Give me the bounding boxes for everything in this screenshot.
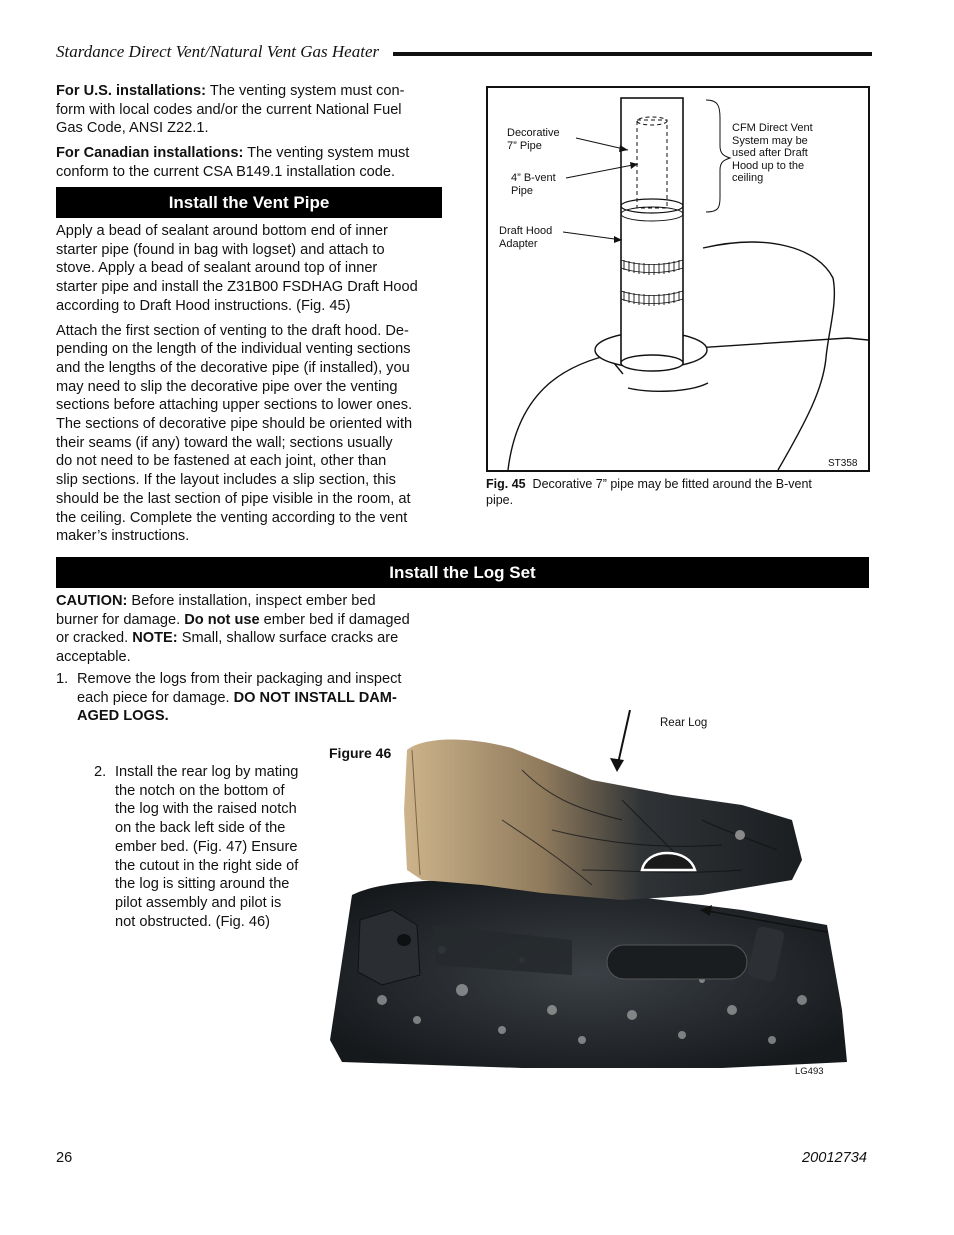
vent-para-2 [56, 322, 451, 546]
figure-46-title: Figure 46 [329, 745, 392, 761]
label-cfm-l5: ceiling [732, 172, 764, 184]
step-1-warning-1: DO NOT INSTALL DAM- [233, 689, 397, 706]
step-2-l5: ember bed. (Fig. 47) Ensure [115, 838, 298, 855]
step-2-text [115, 763, 319, 931]
figure-45-code: ST358 [828, 458, 858, 469]
figure-45-caption-label: Fig. 45 [486, 477, 526, 491]
figure-45-caption-text-2: pipe. [486, 493, 514, 507]
running-header-title: Stardance Direct Vent/Natural Vent Gas Heater [56, 42, 380, 61]
label-bvent-l2: Pipe [511, 184, 534, 197]
step-2-l2: the notch on the bottom of [115, 782, 285, 799]
caution-paragraph [56, 592, 451, 667]
section-heading-log-set: Install the Log Set [56, 557, 869, 588]
label-cfm-l3: used after Draft [732, 147, 808, 159]
vent-p2-l9: slip sections. If the layout includes a slip section, this [56, 472, 396, 489]
caution-text-6: acceptable. [56, 649, 131, 666]
figure-45-box [486, 86, 870, 472]
us-text-3: Gas Code, ANSI Z22.1. [56, 120, 209, 137]
ca-text-1: The venting system must [247, 145, 410, 162]
caution-text-2: burner for damage. [56, 611, 181, 628]
caution-block [56, 592, 451, 667]
vent-p1-l2: starter pipe (found in bag with logset) and attach to [56, 241, 385, 258]
step-2-l3: the log with the raised notch [115, 801, 297, 818]
step-2-l6: the cutout in the right side of [115, 857, 299, 874]
caution-text-4: or cracked. [56, 630, 129, 647]
label-rear-log: Rear Log [660, 717, 708, 729]
vent-para-1 [56, 222, 451, 316]
vent-p2-l11: the ceiling. Complete the venting according to the vent [56, 509, 408, 526]
step-1-number: 1. [56, 671, 69, 687]
vent-p2-l12: maker’s instructions. [56, 528, 190, 545]
label-drafthood-l1: Draft Hood [499, 225, 553, 237]
us-installations-paragraph [56, 82, 446, 138]
step-1-warning-2: AGED LOGS. [77, 708, 169, 725]
intro-block [56, 82, 446, 182]
vent-p1-l1: Apply a bead of sealant around bottom end of inner [56, 223, 388, 239]
figure-45-caption-text-1: Decorative 7” pipe may be fitted around the B-vent [532, 477, 812, 491]
page-number: 26 [56, 1150, 73, 1166]
label-cfm-l2: System may be [732, 134, 808, 147]
step-2-l7: the log is sitting around the [115, 876, 290, 893]
us-label: For U.S. installations: [56, 83, 207, 99]
caution-text-1: Before installation, inspect ember bed [131, 593, 376, 609]
vent-p1-l3: stove. Apply a bead of sealant around top of inner [56, 260, 378, 277]
vent-p1-l4: starter pipe and install the Z31B00 FSDHAG Draft Hood [56, 279, 418, 296]
section-heading-vent-pipe: Install the Vent Pipe [56, 187, 442, 218]
figure-46-code: LG493 [795, 1066, 824, 1077]
caution-label: CAUTION: [56, 593, 128, 609]
label-cfm-l1: CFM Direct Vent [732, 122, 813, 134]
vent-p2-l10: should be the last section of pipe visible in the room, at [56, 490, 411, 507]
ca-label: For Canadian installations: [56, 145, 244, 162]
vent-p2-l8: do not need to be fastened at each joint, other than [56, 453, 387, 470]
log-set-photo-illustration [322, 710, 852, 1080]
step-1-text-1: Remove the logs from their packaging and inspect [77, 671, 402, 687]
label-bvent-l1: 4” B-vent [511, 172, 556, 184]
vent-p2-l6: The sections of decorative pipe should be oriented with [56, 416, 413, 433]
step-2-number: 2. [94, 764, 107, 780]
vent-p2-l7: their seams (if any) toward the wall; sections usually [56, 434, 393, 451]
label-decorative-l2: 7” Pipe [507, 139, 542, 152]
us-text-2: form with local codes and/or the current National Fuel [56, 101, 402, 118]
figure-46-photo [322, 710, 852, 1080]
caution-do-not-use: Do not use [184, 611, 260, 628]
vent-p2-l3: and the lengths of the decorative pipe (if installed), you [56, 359, 410, 376]
caution-text-5: Small, shallow surface cracks are [181, 630, 399, 647]
caution-text-3: ember bed if damaged [263, 611, 410, 628]
label-decorative-pipe [507, 127, 560, 152]
label-drafthood-l2: Adapter [499, 237, 538, 250]
figure-45-caption [486, 476, 866, 508]
header-rule [393, 52, 872, 56]
vent-p2-l5: sections before attaching upper sections to lower ones. [56, 397, 413, 414]
us-text-1: The venting system must con- [209, 83, 405, 99]
label-cfm-l4: Hood up to the [732, 159, 805, 172]
step-2-l9: not obstructed. (Fig. 46) [115, 913, 270, 930]
label-bvent-pipe [511, 172, 556, 197]
step-1-text-2: each piece for damage. [77, 689, 230, 706]
canadian-installations-paragraph [56, 144, 446, 181]
step-2-l8: pilot assembly and pilot is [115, 894, 282, 911]
caution-note-label: NOTE: [132, 630, 178, 647]
step-2-l4: on the back left side of the [115, 820, 286, 837]
vent-pipe-body [56, 222, 451, 546]
step-2 [94, 763, 319, 931]
vent-p2-l4: may need to slip the decorative pipe over the venting [56, 378, 398, 395]
label-draft-hood-adapter [499, 225, 552, 250]
label-cfm-direct-vent [732, 122, 813, 185]
vent-p2-l2: pending on the length of the individual venting sections [56, 341, 411, 358]
vent-p2-l1: Attach the first section of venting to the draft hood. De- [56, 322, 409, 339]
label-decorative-l1: Decorative [507, 127, 560, 139]
step-2-l1: Install the rear log by mating [115, 764, 299, 780]
vent-p1-l5: according to Draft Hood instructions. (Fig. 45) [56, 297, 351, 314]
document-number: 20012734 [802, 1150, 867, 1166]
ca-text-2: conform to the current CSA B149.1 installation code. [56, 163, 396, 180]
